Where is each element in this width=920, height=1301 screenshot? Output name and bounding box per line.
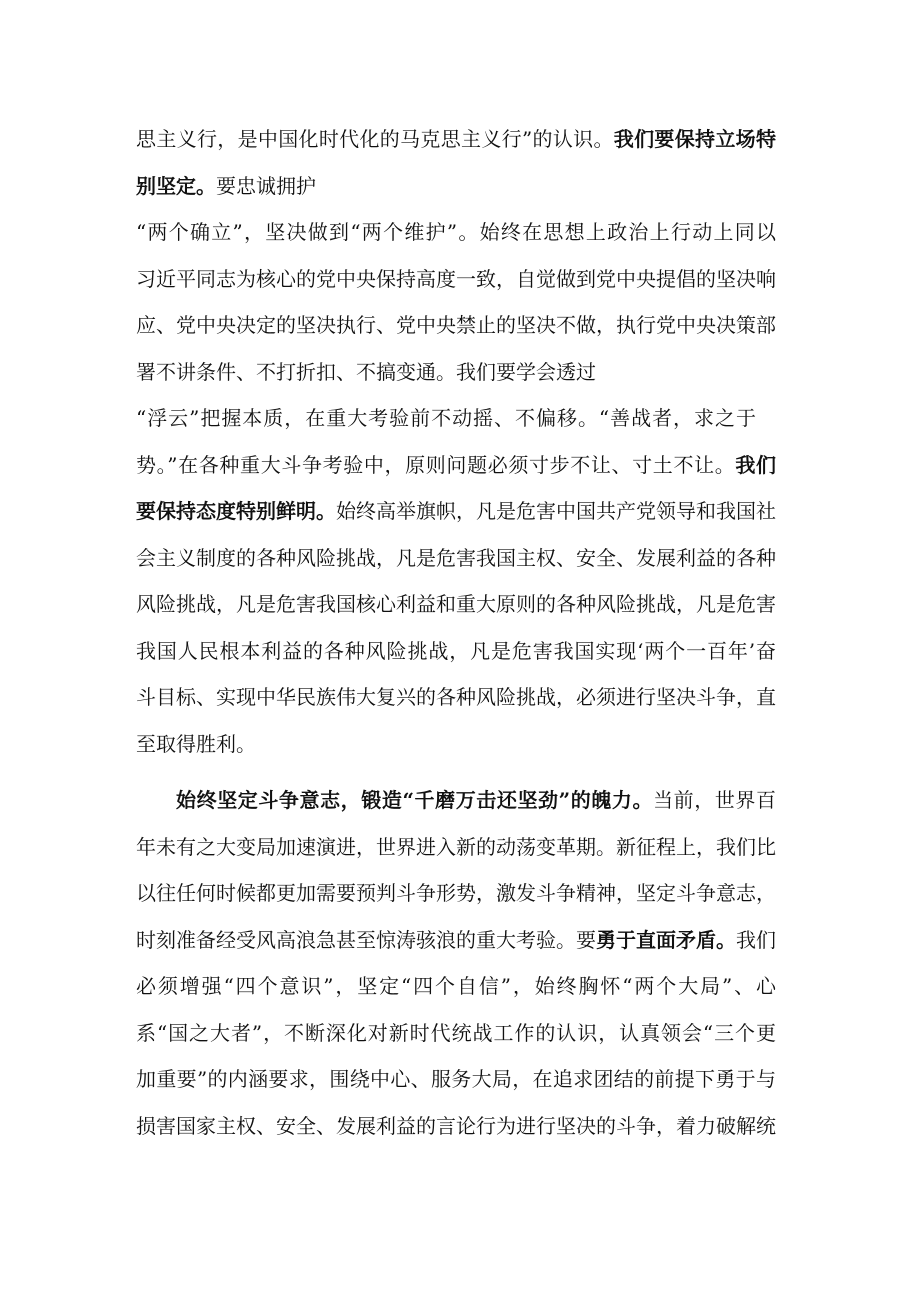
text-line <box>136 311 776 339</box>
text-run: 加重要”的内涵要求，围绕中心、服务大局，在追求团结的前提下勇于与 <box>136 1067 776 1091</box>
bold-run: 我们 <box>735 453 776 477</box>
text-run: 以往任何时候都更加需要预判斗争形势，激发斗争精神，坚定斗争意志， <box>136 881 776 905</box>
text-line <box>136 637 776 665</box>
text-line <box>136 265 776 293</box>
paragraph-first-line <box>176 786 776 814</box>
text-run: “浮云”把握本质，在重大考验前不动摇、不偏移。“善战者，求之于 <box>136 406 756 430</box>
text-line <box>136 358 596 386</box>
text-line <box>136 1065 776 1093</box>
text-run: 必须增强“四个意识”，坚定“四个自信”，始终胸怀“两个大局”、心 <box>136 974 776 998</box>
text-line <box>136 404 756 432</box>
text-line <box>136 544 776 572</box>
text-run: 势。”在各种重大斗争考验中，原则问题必须寸步不让、寸土不让。 <box>136 453 736 477</box>
text-line <box>136 879 776 907</box>
text-run: 系“国之大者”，不断深化对新时代统战工作的认识，认真领会“三个更 <box>136 1021 776 1045</box>
text-line <box>136 833 776 861</box>
text-run: 斗目标、实现中华民族伟大复兴的各种风险挑战，必须进行坚决斗争，直 <box>136 685 776 709</box>
text-line <box>136 451 776 479</box>
text-line <box>136 972 776 1000</box>
text-line <box>136 683 776 711</box>
text-line <box>136 730 256 758</box>
text-run: 至取得胜利。 <box>136 732 256 756</box>
text-run: 损害国家主权、安全、发展利益的言论行为进行坚决的斗争，着力破解统 <box>136 1114 776 1138</box>
text-run: 思主义行，是中国化时代化的马克思主义行”的认识。 <box>136 127 614 151</box>
text-run: 署不讲条件、不打折扣、不搞变通。我们要学会透过 <box>136 360 596 384</box>
text-run: 会主义制度的各种风险挑战，凡是危害我国主权、安全、发展利益的各种 <box>136 546 776 570</box>
bold-run: 始终坚定斗争意志，锻造“千磨万击还坚劲”的魄力。 <box>176 788 654 812</box>
bold-run: 勇于直面矛盾。 <box>596 928 736 952</box>
text-run: 应、党中央决定的坚决执行、党中央禁止的坚决不做，执行党中央决策部 <box>136 313 776 337</box>
text-run: 当前，世界百 <box>653 788 777 812</box>
text-line <box>136 926 776 954</box>
bold-run: 要保持态度特别鲜明。 <box>136 499 336 523</box>
text-run: “两个确立”，坚决做到“两个维护”。始终在思想上政治上行动上同以 <box>136 220 776 244</box>
text-run: 时刻准备经受风高浪急甚至惊涛骇浪的重大考验。要 <box>136 928 596 952</box>
text-run: 始终高举旗帜，凡是危害中国共产党领导和我国社 <box>336 499 776 523</box>
text-run: 我国人民根本利益的各种风险挑战，凡是危害我国实现‘两个一百年’奋 <box>136 639 776 663</box>
text-run: 要忠诚拥护 <box>216 174 316 198</box>
bold-run: 别坚定。 <box>136 174 216 198</box>
bold-run: 我们要保持立场特 <box>613 127 777 151</box>
text-run: 风险挑战，凡是危害我国核心利益和重大原则的各种风险挑战，凡是危害 <box>136 592 776 616</box>
text-run: 我们 <box>736 928 776 952</box>
text-line <box>136 590 776 618</box>
text-run: 年未有之大变局加速演进，世界进入新的动荡变革期。新征程上，我们比 <box>136 835 776 859</box>
text-line <box>136 1019 776 1047</box>
text-run: 习近平同志为核心的党中央保持高度一致，自觉做到党中央提倡的坚决响 <box>136 267 776 291</box>
text-line <box>136 497 776 525</box>
text-line <box>136 172 316 200</box>
text-line <box>136 1112 776 1140</box>
text-line <box>136 218 776 246</box>
text-line <box>136 125 776 153</box>
